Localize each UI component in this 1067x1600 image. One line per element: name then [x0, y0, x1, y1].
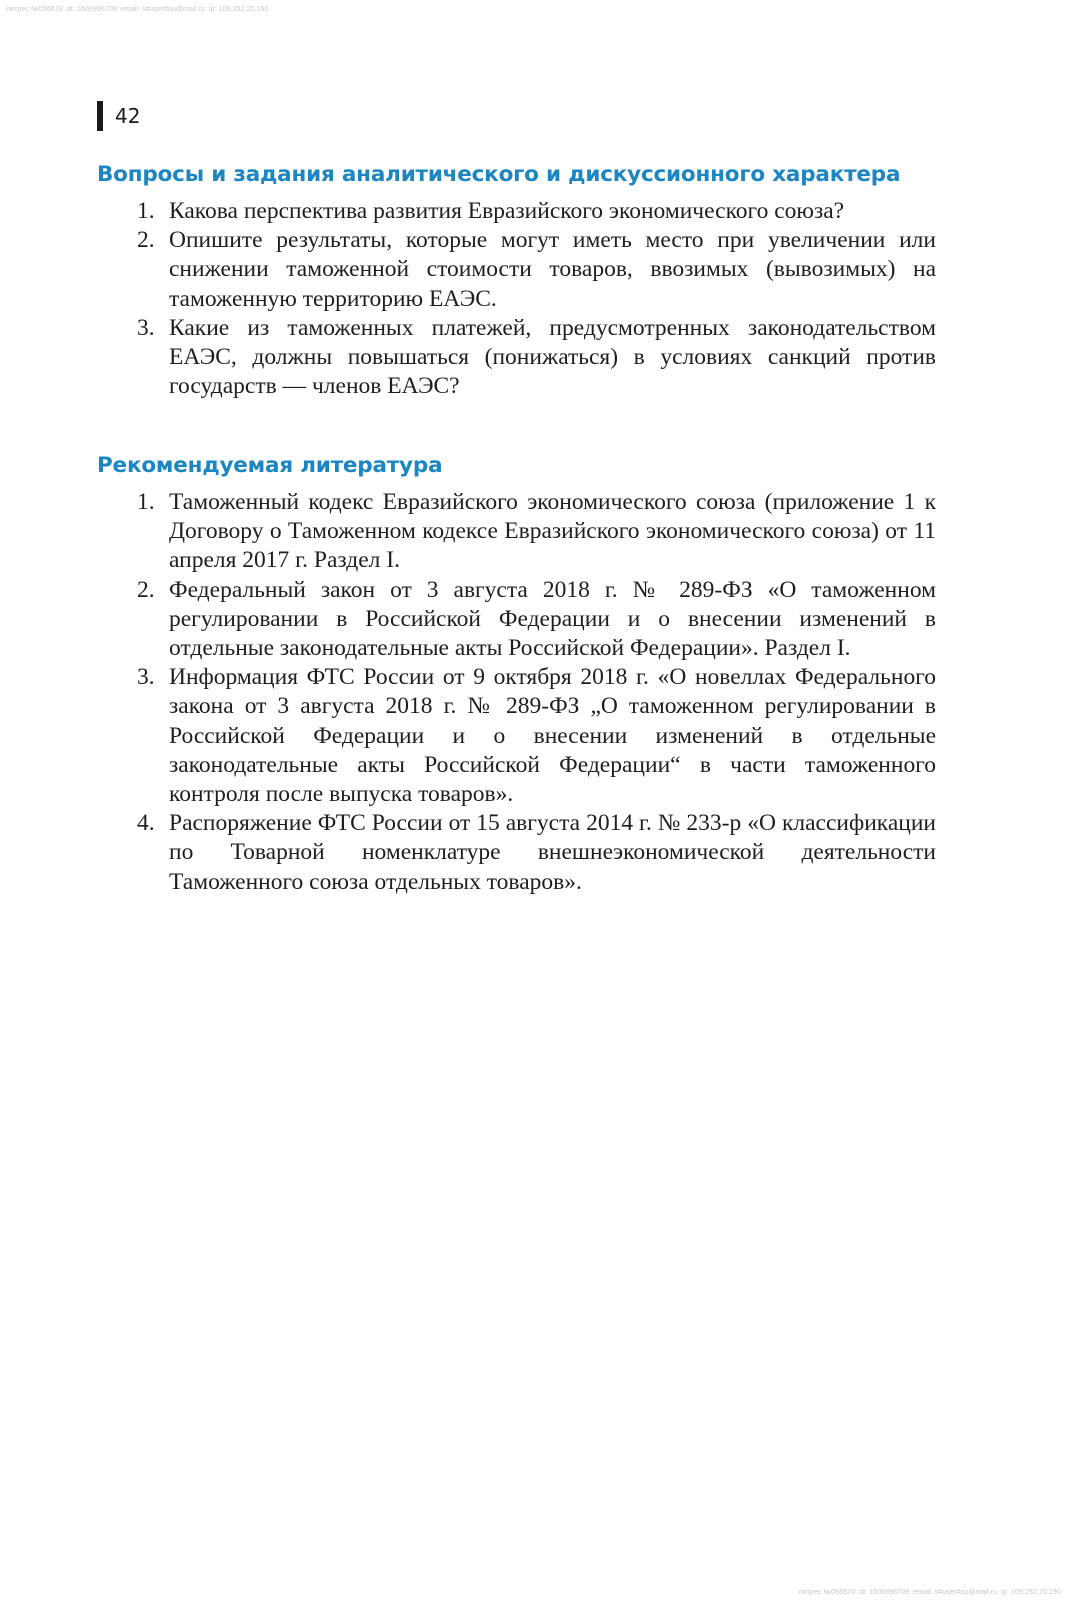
literature-section	[97, 453, 957, 897]
list-item-text: Федеральный закон от 3 августа 2018 г. № 289-ФЗ «О таможенном регулировании в Российской Федерации и о внесении изменений в отдельные законодательные акты Российской Федерации». Раздел I.	[169, 576, 936, 662]
list-item-text: Информация ФТС России от 9 октября 2018 г. «О новеллах Федерального закона от 3 августа 2018 г. № 289-ФЗ „О таможенном регулировании в Российской Федерации и о внесении изменений в отдельные законодательные акты Российской Федерации“ в части таможенного контроля после выпуска товаров».	[169, 664, 936, 808]
list-item-text: Опишите результаты, которые могут иметь место при увеличении или снижении таможенной стоимости товаров, ввозимых (вывозимых) на таможенную территорию ЕАЭС.	[169, 227, 936, 312]
list-item-number: 3.	[137, 314, 155, 341]
page-marker-bar	[97, 101, 103, 131]
watermark-top: литрес №056670: dt: 1606996709: email: s#user#ou@mail.ru: ip: 109.252.20.190	[6, 6, 269, 13]
list-item-number: 1.	[137, 198, 155, 224]
list-item	[97, 226, 936, 314]
literature-list	[97, 488, 957, 897]
page-number: 42	[115, 104, 141, 128]
list-item	[97, 576, 936, 664]
list-item	[97, 488, 936, 576]
list-item	[97, 663, 936, 809]
list-item	[97, 809, 936, 897]
questions-section	[97, 162, 957, 401]
page-number-block	[97, 101, 140, 131]
list-item-number: 3.	[137, 664, 155, 691]
watermark-bottom: литрес №056670: dt: 1606996709: email: s#user#ou@mail.ru: ip: 109.252.20.190	[798, 1589, 1061, 1596]
list-item-number: 4.	[137, 810, 155, 837]
list-item-number: 2.	[137, 576, 155, 603]
questions-heading: Вопросы и задания аналитического и дискуссионного характера	[97, 162, 901, 187]
list-item	[97, 314, 936, 402]
questions-list	[97, 197, 957, 401]
list-item-text: Какова перспектива развития Евразийского экономического союза?	[169, 198, 845, 224]
literature-heading: Рекомендуемая литература	[97, 453, 443, 478]
list-item-text: Какие из таможенных платежей, предусмотренных законодательством ЕАЭС, должны повышаться (понижаться) в условиях санкций против государств — членов ЕАЭС?	[169, 314, 936, 400]
list-item	[97, 197, 936, 226]
list-item-text: Таможенный кодекс Евразийского экономического союза (приложение 1 к Договору о Таможенном кодексе Евразийского экономического союза) от 11 апреля 2017 г. Раздел I.	[169, 489, 936, 574]
list-item-number: 2.	[137, 227, 155, 254]
list-item-number: 1.	[137, 489, 155, 515]
list-item-text: Распоряжение ФТС России от 15 августа 2014 г. № 233-р «О классификации по Товарной номенклатуре внешнеэкономической деятельности Таможенного союза отдельных товаров».	[169, 810, 936, 895]
